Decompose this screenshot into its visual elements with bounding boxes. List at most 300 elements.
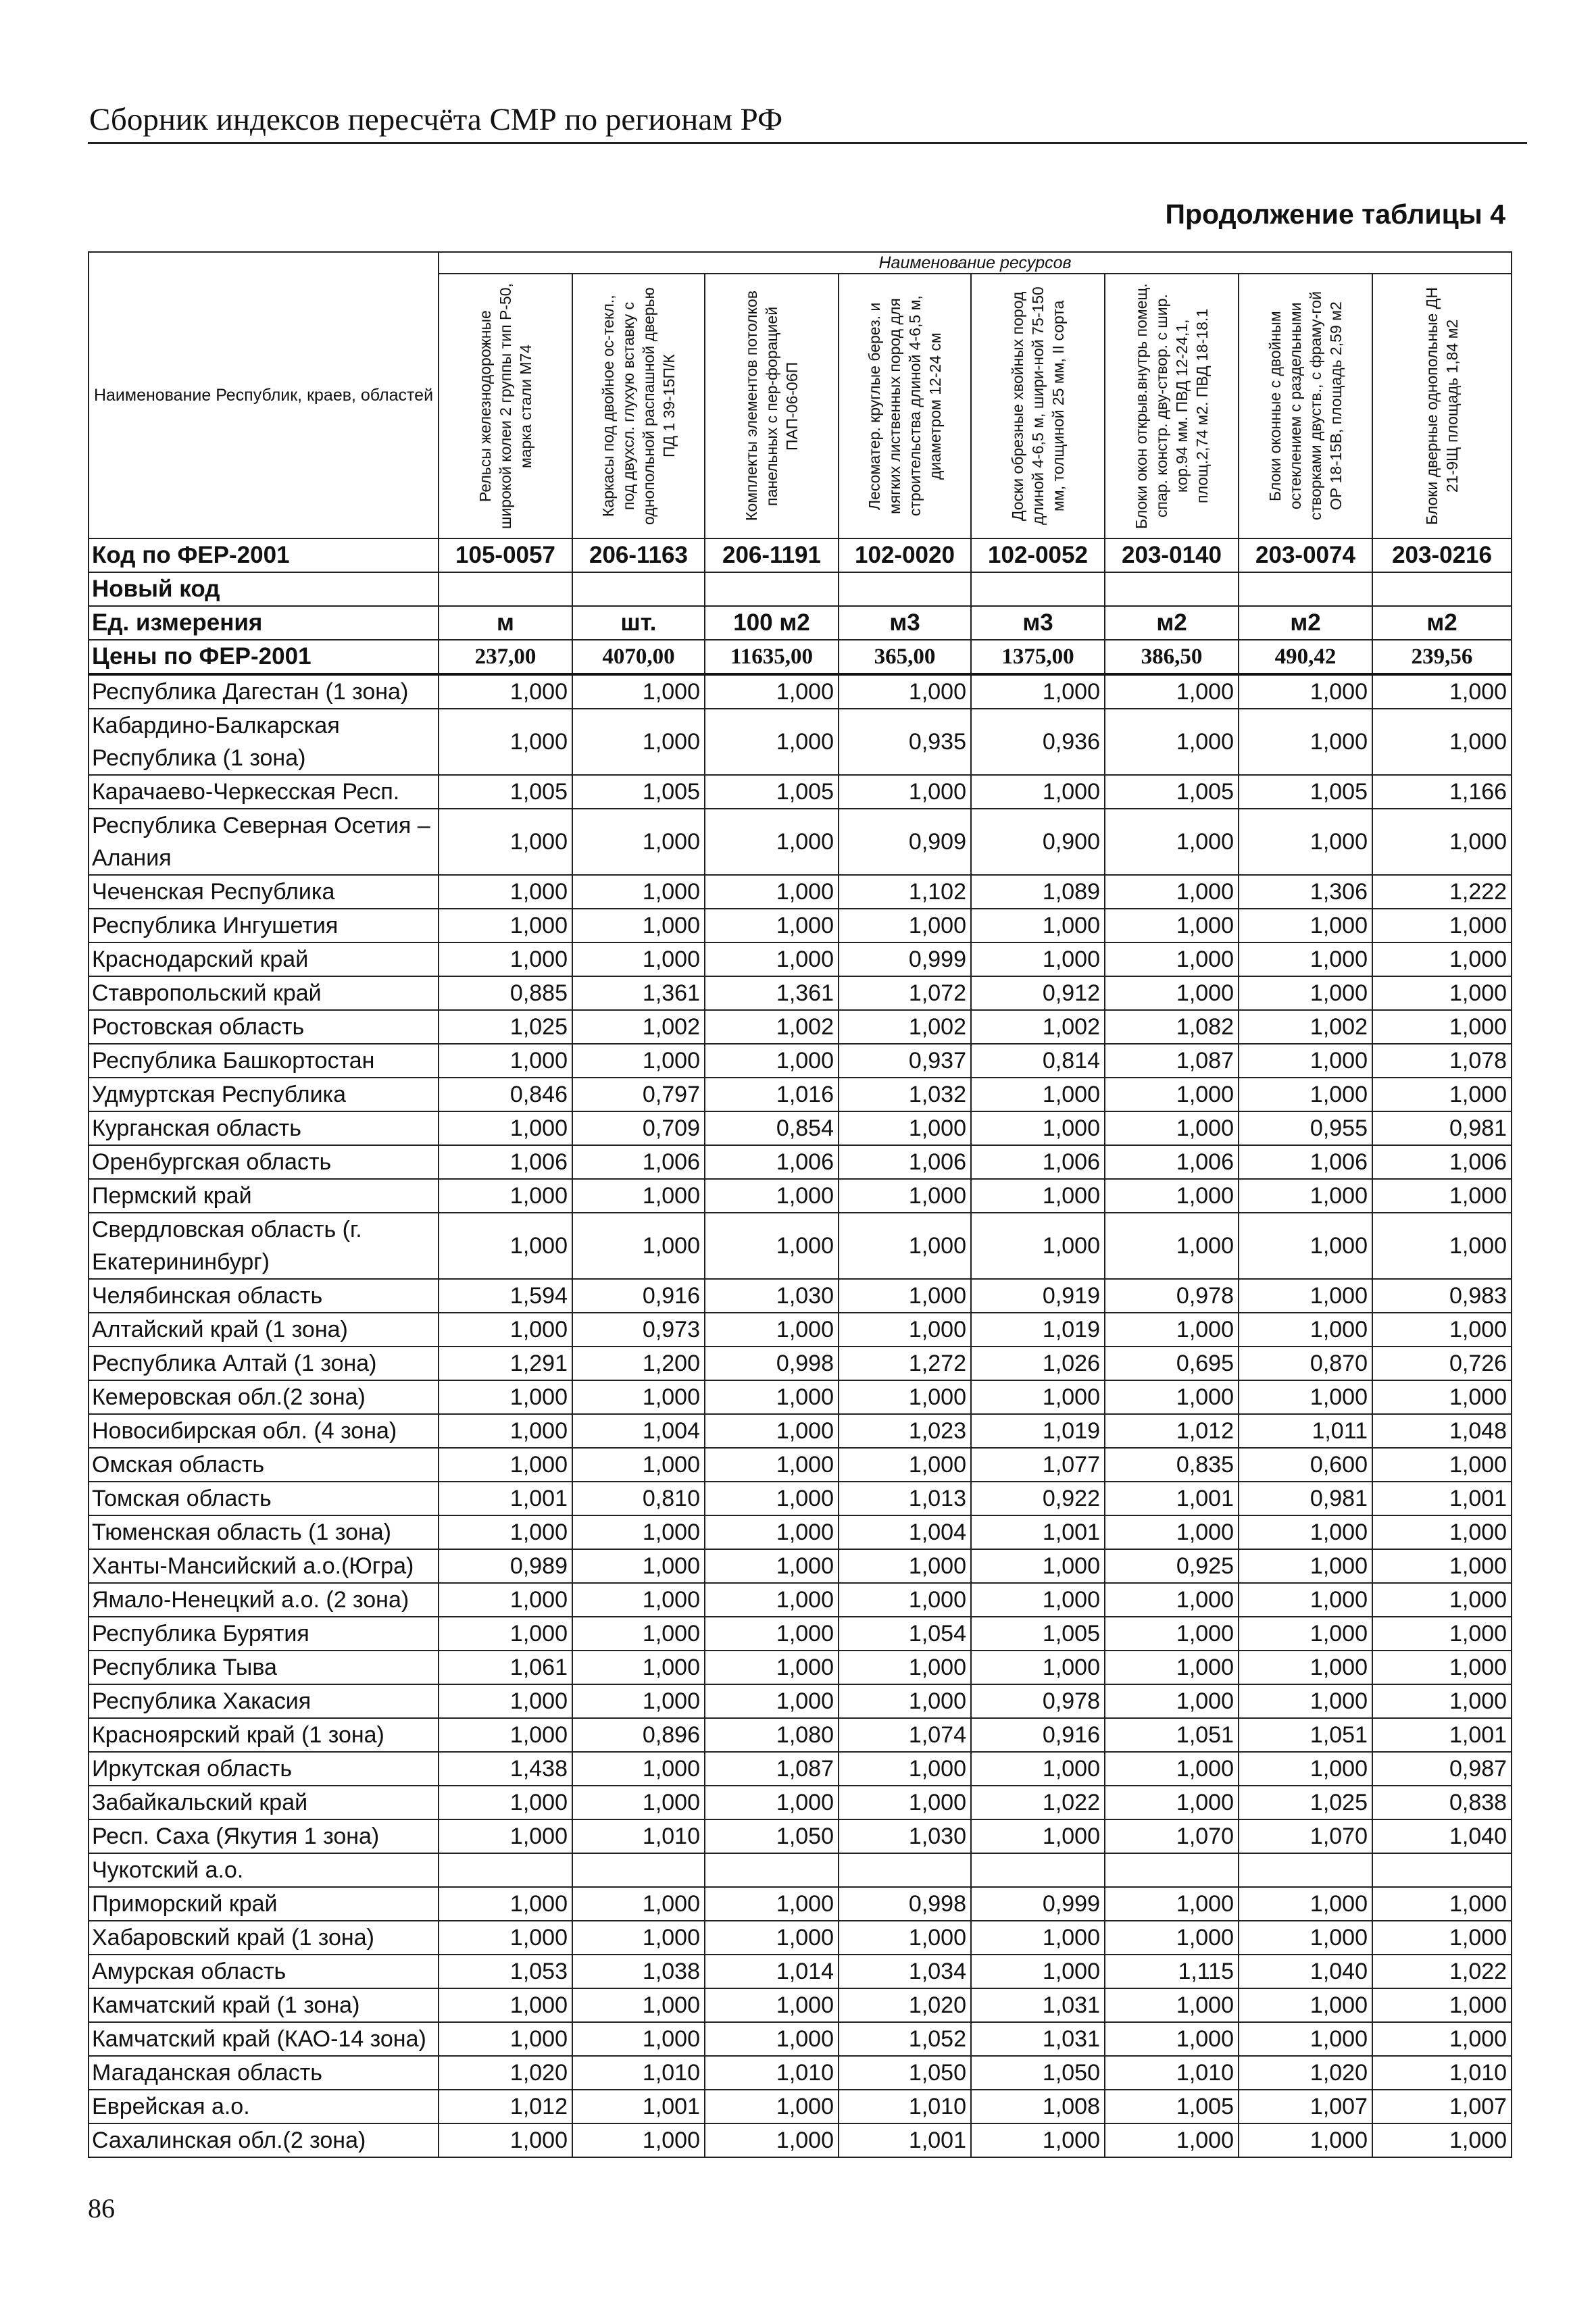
index-value: 0,885	[439, 976, 572, 1010]
index-value: 1,000	[1105, 1684, 1239, 1718]
new-code-cell	[1372, 572, 1512, 606]
new-code-label: Новый код	[89, 572, 439, 606]
table-row	[89, 1515, 1512, 1549]
index-value: 1,000	[572, 875, 705, 909]
index-value: 1,078	[1372, 1044, 1512, 1078]
index-value: 1,000	[1239, 709, 1372, 775]
unit-cell: м2	[1105, 606, 1239, 640]
index-value: 1,000	[1239, 1887, 1372, 1921]
index-value: 1,000	[1372, 1179, 1512, 1213]
index-value: 1,010	[839, 2090, 971, 2123]
index-value: 1,000	[1239, 909, 1372, 942]
index-value: 1,000	[439, 1684, 572, 1718]
table-row	[89, 1786, 1512, 1819]
index-value: 1,000	[705, 1515, 839, 1549]
region-name: Республика Тыва	[89, 1651, 439, 1684]
table-row	[89, 1414, 1512, 1448]
index-value: 1,000	[705, 674, 839, 709]
index-value: 1,291	[439, 1347, 572, 1380]
index-value: 0,709	[572, 1111, 705, 1145]
table-row	[89, 1921, 1512, 1955]
index-value: 1,000	[572, 1179, 705, 1213]
table-row	[89, 1482, 1512, 1515]
index-value: 1,306	[1239, 875, 1372, 909]
table-row	[89, 1853, 1512, 1887]
index-value: 1,006	[572, 1145, 705, 1179]
index-value: 1,000	[1239, 1313, 1372, 1347]
region-name: Ханты-Мансийский а.о.(Югра)	[89, 1549, 439, 1583]
index-value: 1,000	[839, 1279, 971, 1313]
index-value: 0,999	[839, 942, 971, 976]
index-value: 1,000	[839, 1684, 971, 1718]
unit-cell: м2	[1372, 606, 1512, 640]
index-value: 1,006	[1239, 1145, 1372, 1179]
index-value: 0,998	[705, 1347, 839, 1380]
table-row	[89, 2022, 1512, 2056]
index-value: 1,000	[1105, 1921, 1239, 1955]
table-row	[89, 1819, 1512, 1853]
table-row	[89, 1549, 1512, 1583]
code-cell: 102-0052	[971, 538, 1105, 572]
index-value: 1,000	[705, 1380, 839, 1414]
price-cell: 386,50	[1105, 640, 1239, 674]
index-value: 1,000	[839, 674, 971, 709]
index-value: 1,001	[439, 1482, 572, 1515]
index-value: 1,026	[971, 1347, 1105, 1380]
index-value: 1,048	[1372, 1414, 1512, 1448]
index-value: 1,000	[572, 1887, 705, 1921]
index-value: 1,089	[971, 875, 1105, 909]
table-row	[89, 1617, 1512, 1651]
region-name: Еврейская а.о.	[89, 2090, 439, 2123]
region-name: Омская область	[89, 1448, 439, 1482]
index-value: 0,695	[1105, 1347, 1239, 1380]
index-value: 0,870	[1239, 1347, 1372, 1380]
resource-name: Комплекты элементов потолков панельных с пер-форацией ПАП-06-06П	[743, 291, 801, 522]
region-name: Сахалинская обл.(2 зона)	[89, 2123, 439, 2157]
price-label: Цены по ФЕР-2001	[89, 640, 439, 674]
region-name: Магаданская область	[89, 2056, 439, 2090]
index-value: 1,000	[839, 1213, 971, 1279]
index-value: 1,000	[439, 875, 572, 909]
index-value: 1,000	[1105, 1111, 1239, 1145]
region-name: Иркутская область	[89, 1752, 439, 1786]
index-value: 1,077	[971, 1448, 1105, 1482]
index-value: 1,000	[1105, 1786, 1239, 1819]
index-value: 1,000	[705, 1414, 839, 1448]
header-rule	[88, 142, 1527, 144]
region-name: Красноярский край (1 зона)	[89, 1718, 439, 1752]
region-name: Удмуртская Республика	[89, 1078, 439, 1111]
index-value: 1,000	[705, 1651, 839, 1684]
index-value: 1,000	[1239, 2123, 1372, 2157]
region-name: Чеченская Республика	[89, 875, 439, 909]
index-value: 1,000	[1105, 1617, 1239, 1651]
region-name: Республика Алтай (1 зона)	[89, 1347, 439, 1380]
index-value: 1,272	[839, 1347, 971, 1380]
index-value: 1,000	[705, 1549, 839, 1583]
index-value: 1,000	[971, 1179, 1105, 1213]
new-code-cell	[1105, 572, 1239, 606]
price-cell: 365,00	[839, 640, 971, 674]
resource-header-cell	[971, 274, 1105, 538]
index-value: 1,000	[1372, 1988, 1512, 2022]
index-value: 1,000	[705, 1482, 839, 1515]
index-value: 1,000	[705, 1313, 839, 1347]
index-value: 1,000	[971, 909, 1105, 942]
index-value: 1,222	[1372, 875, 1512, 909]
index-value: 1,000	[1239, 1988, 1372, 2022]
resource-name: Каркасы под двойное ос-текл., под двухсл. глухую вставку с однопольной распашной дверью ПД 1 39-15П/К	[599, 287, 678, 525]
index-value: 1,000	[572, 909, 705, 942]
unit-cell: м	[439, 606, 572, 640]
index-value: 1,000	[572, 709, 705, 775]
table-row	[89, 942, 1512, 976]
index-value: 1,000	[439, 942, 572, 976]
table-row	[89, 1313, 1512, 1347]
index-value: 0,912	[971, 976, 1105, 1010]
index-value: 1,030	[839, 1819, 971, 1853]
index-value: 1,004	[572, 1414, 705, 1448]
index-value: 1,000	[971, 942, 1105, 976]
region-name: Томская область	[89, 1482, 439, 1515]
table-row	[89, 1887, 1512, 1921]
index-value: 1,025	[1239, 1786, 1372, 1819]
index-value: 1,000	[705, 1617, 839, 1651]
table-row	[89, 909, 1512, 942]
index-value: 1,000	[1239, 1380, 1372, 1414]
index-value: 1,001	[1372, 1718, 1512, 1752]
table-row	[89, 1380, 1512, 1414]
region-name: Республика Ингушетия	[89, 909, 439, 942]
index-value: 0,978	[971, 1684, 1105, 1718]
index-value: 1,006	[971, 1145, 1105, 1179]
index-value: 1,000	[839, 1179, 971, 1213]
resource-name: Блоки оконные с двойным остеклением с раздельными створками двуств., с фраму-гой ОР 18-15В, площадь 2,59 м2	[1266, 291, 1345, 521]
region-name: Пермский край	[89, 1179, 439, 1213]
index-value: 1,000	[1372, 1515, 1512, 1549]
index-value: 1,000	[572, 1617, 705, 1651]
index-value: 1,005	[439, 775, 572, 809]
index-value: 1,000	[705, 2090, 839, 2123]
index-value: 1,000	[572, 1786, 705, 1819]
index-value: 1,000	[572, 1921, 705, 1955]
index-value: 0,810	[572, 1482, 705, 1515]
index-value: 1,000	[572, 1515, 705, 1549]
index-value	[439, 1853, 572, 1887]
table-row	[89, 1044, 1512, 1078]
index-value: 1,000	[705, 1921, 839, 1955]
table-row	[89, 1010, 1512, 1044]
table-row	[89, 1179, 1512, 1213]
index-value: 1,000	[1372, 2123, 1512, 2157]
resource-name: Рельсы железнодорожные широкой колеи 2 группы тип Р-50, марка стали М74	[476, 283, 534, 529]
index-value: 1,000	[1105, 809, 1239, 875]
code-cell: 105-0057	[439, 538, 572, 572]
index-value: 1,034	[839, 1955, 971, 1988]
index-value: 1,000	[1105, 875, 1239, 909]
index-value: 1,000	[1105, 976, 1239, 1010]
index-value: 1,051	[1239, 1718, 1372, 1752]
index-value	[1372, 1853, 1512, 1887]
index-value: 1,000	[1372, 809, 1512, 875]
index-value: 1,002	[705, 1010, 839, 1044]
index-value: 1,000	[839, 1921, 971, 1955]
index-value: 0,925	[1105, 1549, 1239, 1583]
index-value: 1,020	[839, 1988, 971, 2022]
table-row	[89, 1448, 1512, 1482]
region-name: Приморский край	[89, 1887, 439, 1921]
index-value: 1,166	[1372, 775, 1512, 809]
index-value: 1,000	[1105, 942, 1239, 976]
index-value: 1,000	[1372, 1213, 1512, 1279]
resource-header-cell	[1105, 274, 1239, 538]
index-value: 0,916	[971, 1718, 1105, 1752]
index-value: 1,000	[1239, 1078, 1372, 1111]
index-value: 1,019	[971, 1313, 1105, 1347]
index-value: 1,000	[572, 1651, 705, 1684]
index-value: 1,000	[1239, 1549, 1372, 1583]
index-value: 1,000	[1372, 1921, 1512, 1955]
index-value: 1,000	[839, 1549, 971, 1583]
index-value: 1,040	[1372, 1819, 1512, 1853]
code-cell: 203-0140	[1105, 538, 1239, 572]
index-value: 1,087	[1105, 1044, 1239, 1078]
index-value: 1,102	[839, 875, 971, 909]
region-column-header: Наименование Республик, краев, областей	[89, 252, 439, 538]
index-value: 1,000	[439, 1044, 572, 1078]
price-cell: 4070,00	[572, 640, 705, 674]
unit-label: Ед. измерения	[89, 606, 439, 640]
index-value: 1,000	[572, 1583, 705, 1617]
index-value: 1,000	[1372, 1078, 1512, 1111]
index-value: 1,002	[971, 1010, 1105, 1044]
index-value: 1,061	[439, 1651, 572, 1684]
index-value: 1,000	[572, 1044, 705, 1078]
index-value: 1,000	[1105, 1887, 1239, 1921]
region-name: Камчатский край (КАО-14 зона)	[89, 2022, 439, 2056]
table-row	[89, 1718, 1512, 1752]
index-value: 1,000	[1105, 2022, 1239, 2056]
unit-row	[89, 606, 1512, 640]
index-value: 1,050	[971, 2056, 1105, 2090]
table-row	[89, 875, 1512, 909]
index-value: 1,000	[705, 942, 839, 976]
index-value: 1,010	[572, 2056, 705, 2090]
index-value: 1,000	[1105, 1213, 1239, 1279]
index-value: 1,004	[839, 1515, 971, 1549]
region-name: Чукотский а.о.	[89, 1853, 439, 1887]
index-value: 0,983	[1372, 1279, 1512, 1313]
resource-header-cell	[1239, 274, 1372, 538]
index-value: 1,010	[572, 1819, 705, 1853]
region-name: Свердловская область (г. Екатерининбург)	[89, 1213, 439, 1279]
index-value: 1,000	[1372, 674, 1512, 709]
index-value: 1,030	[705, 1279, 839, 1313]
index-value: 1,000	[1372, 1380, 1512, 1414]
index-value: 0,838	[1372, 1786, 1512, 1819]
index-value: 1,000	[705, 709, 839, 775]
table-row	[89, 1145, 1512, 1179]
index-value: 1,005	[1239, 775, 1372, 809]
table-row	[89, 1347, 1512, 1380]
region-name: Хабаровский край (1 зона)	[89, 1921, 439, 1955]
table-row	[89, 1078, 1512, 1111]
index-value: 1,022	[971, 1786, 1105, 1819]
resource-name: Блоки дверные однопольные ДН 21-9Щ площадь 1,84 м2	[1423, 287, 1462, 525]
index-value: 1,002	[572, 1010, 705, 1044]
index-value: 1,000	[1372, 1651, 1512, 1684]
index-value: 0,814	[971, 1044, 1105, 1078]
index-value: 1,000	[971, 1651, 1105, 1684]
index-value: 1,115	[1105, 1955, 1239, 1988]
price-cell: 11635,00	[705, 640, 839, 674]
table-row	[89, 1213, 1512, 1279]
index-value: 1,000	[1105, 1752, 1239, 1786]
index-value: 1,000	[1105, 1078, 1239, 1111]
index-value: 1,000	[572, 1549, 705, 1583]
index-value: 0,936	[971, 709, 1105, 775]
index-value: 1,000	[1105, 709, 1239, 775]
index-value: 1,000	[971, 1921, 1105, 1955]
index-value: 1,022	[1372, 1955, 1512, 1988]
index-value: 1,053	[439, 1955, 572, 1988]
index-value: 1,010	[1372, 2056, 1512, 2090]
region-name: Республика Северная Осетия – Алания	[89, 809, 439, 875]
index-value: 1,000	[439, 1380, 572, 1414]
index-value: 1,001	[572, 2090, 705, 2123]
index-value: 1,000	[705, 875, 839, 909]
table-row	[89, 1651, 1512, 1684]
index-value: 1,000	[439, 2123, 572, 2157]
index-value: 1,000	[1105, 1583, 1239, 1617]
index-value: 1,005	[572, 775, 705, 809]
region-name: Кабардино-Балкарская Республика (1 зона)	[89, 709, 439, 775]
index-value: 1,005	[1105, 775, 1239, 809]
index-value: 0,989	[439, 1549, 572, 1583]
index-value: 0,896	[572, 1718, 705, 1752]
price-cell: 239,56	[1372, 640, 1512, 674]
index-value: 0,973	[572, 1313, 705, 1347]
index-value: 1,025	[439, 1010, 572, 1044]
index-value: 1,000	[1105, 1651, 1239, 1684]
index-value: 1,001	[1372, 1482, 1512, 1515]
region-name: Республика Бурятия	[89, 1617, 439, 1651]
resource-name: Блоки окон открыв.внутрь помещ. спар. констр. дву-створ. с шир. кор.94 мм. ПВД 12-24,1, площ.2,74 м2. ПВД 18-18.1	[1132, 283, 1211, 529]
region-name: Забайкальский край	[89, 1786, 439, 1819]
index-value: 1,000	[572, 2022, 705, 2056]
index-value: 1,000	[572, 1380, 705, 1414]
index-value: 1,000	[1239, 1583, 1372, 1617]
page-number: 86	[88, 2193, 115, 2223]
table-row	[89, 1684, 1512, 1718]
index-value: 1,040	[1239, 1955, 1372, 1988]
table-row	[89, 1279, 1512, 1313]
region-name: Амурская область	[89, 1955, 439, 1988]
index-value: 0,978	[1105, 1279, 1239, 1313]
index-value: 1,050	[705, 1819, 839, 1853]
index-value: 1,000	[1239, 1752, 1372, 1786]
unit-cell: м3	[971, 606, 1105, 640]
resource-name: Доски обрезные хвойных пород длиной 4-6,5 м, шири-ной 75-150 мм, толщиной 25 мм, II сорта	[1009, 286, 1067, 526]
index-value: 1,008	[971, 2090, 1105, 2123]
index-value: 1,000	[1105, 1179, 1239, 1213]
group-header-row	[89, 252, 1512, 274]
index-value: 1,000	[971, 1955, 1105, 1988]
index-value: 1,020	[439, 2056, 572, 2090]
new-code-cell	[839, 572, 971, 606]
index-value: 0,935	[839, 709, 971, 775]
index-value: 1,000	[1239, 1044, 1372, 1078]
index-value: 0,900	[971, 809, 1105, 875]
index-value: 1,594	[439, 1279, 572, 1313]
index-value: 1,000	[705, 909, 839, 942]
index-value: 0,600	[1239, 1448, 1372, 1482]
index-value: 1,000	[1239, 1279, 1372, 1313]
index-value: 1,006	[439, 1145, 572, 1179]
region-name: Респ. Саха (Якутия 1 зона)	[89, 1819, 439, 1853]
index-value: 1,000	[439, 1515, 572, 1549]
table-row	[89, 1111, 1512, 1145]
index-value: 1,006	[839, 1145, 971, 1179]
region-name: Кемеровская обл.(2 зона)	[89, 1380, 439, 1414]
index-value: 0,854	[705, 1111, 839, 1145]
region-name: Краснодарский край	[89, 942, 439, 976]
index-value: 1,000	[572, 942, 705, 976]
index-value: 1,000	[971, 674, 1105, 709]
code-cell: 203-0216	[1372, 538, 1512, 572]
index-value: 1,000	[1239, 1921, 1372, 1955]
index-value: 0,981	[1372, 1111, 1512, 1145]
index-value: 1,012	[1105, 1414, 1239, 1448]
index-value: 1,000	[1239, 674, 1372, 709]
region-name: Ямало-Ненецкий а.о. (2 зона)	[89, 1583, 439, 1617]
index-value: 1,000	[971, 1213, 1105, 1279]
region-name: Тюменская область (1 зона)	[89, 1515, 439, 1549]
index-value: 1,002	[1239, 1010, 1372, 1044]
resource-name: Лесоматер. круглые берез. и мягких лиственных пород для строительства длиной 4-6,5 м, диаметром 12-24 см	[866, 295, 944, 517]
index-value: 1,000	[439, 1617, 572, 1651]
region-name: Новосибирская обл. (4 зона)	[89, 1414, 439, 1448]
index-value: 1,000	[705, 1179, 839, 1213]
index-value: 1,000	[1372, 1549, 1512, 1583]
region-name: Республика Башкортостан	[89, 1044, 439, 1078]
index-value: 1,000	[439, 709, 572, 775]
code-cell: 206-1163	[572, 538, 705, 572]
index-value: 1,082	[1105, 1010, 1239, 1044]
index-value: 1,000	[705, 1044, 839, 1078]
index-value: 1,000	[1239, 1684, 1372, 1718]
index-value: 0,981	[1239, 1482, 1372, 1515]
index-value: 1,031	[971, 2022, 1105, 2056]
index-value: 1,054	[839, 1617, 971, 1651]
index-value: 1,013	[839, 1482, 971, 1515]
index-value: 1,000	[572, 2123, 705, 2157]
unit-cell: 100 м2	[705, 606, 839, 640]
index-value: 1,010	[705, 2056, 839, 2090]
index-value: 1,000	[572, 1684, 705, 1718]
index-value: 1,000	[439, 1313, 572, 1347]
index-value: 1,070	[1239, 1819, 1372, 1853]
price-cell: 237,00	[439, 640, 572, 674]
table-row	[89, 775, 1512, 809]
index-table	[88, 251, 1512, 2158]
region-name: Оренбургская область	[89, 1145, 439, 1179]
table-row	[89, 709, 1512, 775]
index-value: 1,052	[839, 2022, 971, 2056]
index-value: 1,000	[705, 1448, 839, 1482]
index-value: 1,000	[839, 1448, 971, 1482]
